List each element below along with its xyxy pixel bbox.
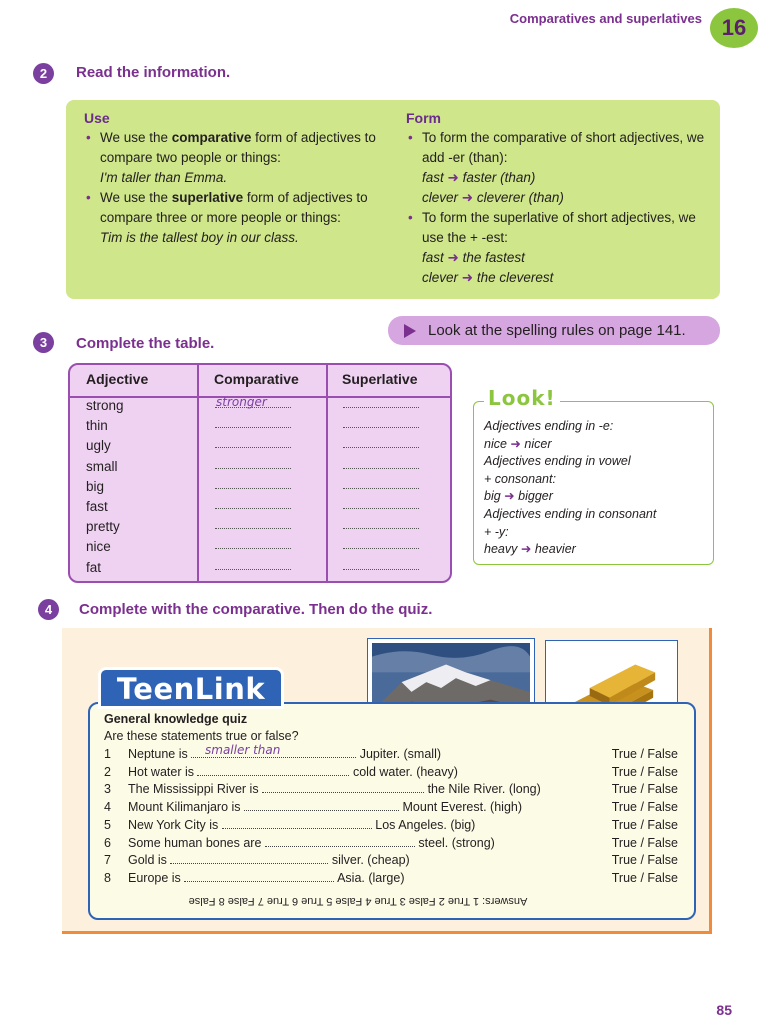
quiz-item-text: Gold is silver. (cheap) bbox=[128, 853, 410, 868]
adjective-cell: big bbox=[86, 478, 105, 494]
adjective-cell: thin bbox=[86, 418, 108, 434]
look-line: Adjectives ending in consonant bbox=[484, 506, 657, 521]
table-row bbox=[70, 418, 450, 438]
look-line: Adjectives ending in -e: bbox=[484, 419, 614, 433]
table-row bbox=[70, 539, 450, 559]
table-row bbox=[70, 519, 450, 539]
adjective-cell: fast bbox=[86, 499, 108, 514]
exercise-3-number: 3 bbox=[33, 332, 54, 353]
quiz-heading: General knowledge quiz bbox=[104, 712, 248, 726]
look-line: + -y: bbox=[484, 524, 509, 539]
answer-blank[interactable] bbox=[197, 766, 349, 776]
adjective-cell: strong bbox=[86, 398, 124, 413]
example-answer-smaller-than: smaller than bbox=[205, 743, 281, 757]
adjective-cell: pretty bbox=[86, 519, 120, 535]
table-row bbox=[70, 560, 450, 580]
true-false-choice[interactable]: True / False bbox=[611, 853, 678, 868]
exercise-4-number: 4 bbox=[38, 599, 59, 620]
table-row bbox=[70, 499, 450, 519]
teenlink-logo: TeenLink bbox=[98, 667, 284, 709]
arrow-icon: ➜ bbox=[504, 489, 515, 504]
look-box bbox=[473, 386, 714, 565]
adjective-table bbox=[68, 363, 452, 583]
true-false-choice[interactable]: True / False bbox=[611, 835, 678, 850]
table-row bbox=[70, 438, 450, 458]
exercise-4-title: Complete with the comparative. Then do the quiz. bbox=[79, 601, 433, 618]
upside-down-answers: Answers: 1 True 2 False 3 True 4 False 5 True 6 True 7 False 8 False bbox=[188, 895, 528, 907]
quiz-item bbox=[104, 818, 684, 835]
exercise-3-title: Complete the table. bbox=[76, 335, 215, 352]
superlative-blank[interactable] bbox=[343, 407, 419, 408]
form-column bbox=[406, 108, 716, 288]
look-line: nice ➜ nicer bbox=[484, 436, 552, 451]
quiz-item-number: 1 bbox=[104, 747, 111, 761]
header-superlative: Superlative bbox=[342, 371, 418, 387]
comparative-blank[interactable] bbox=[215, 548, 291, 549]
arrow-icon: ➜ bbox=[520, 542, 532, 557]
true-false-choice[interactable]: True / False bbox=[611, 817, 678, 832]
adjective-cell: nice bbox=[86, 539, 111, 555]
table-row bbox=[70, 459, 450, 479]
true-false-choice[interactable]: True / False bbox=[611, 782, 678, 797]
form-example-fast-superlative: fast ➜ the fastest bbox=[422, 250, 525, 265]
arrow-icon: ➜ bbox=[510, 436, 521, 451]
quiz-item-text: Mount Kilimanjaro is Mount Everest. (high) bbox=[128, 800, 523, 815]
look-line: Adjectives ending in vowel bbox=[484, 454, 631, 469]
superlative-blank[interactable] bbox=[343, 427, 419, 428]
superlative-blank[interactable] bbox=[343, 569, 419, 570]
exercise-2-number: 2 bbox=[33, 63, 54, 84]
superlative-blank[interactable] bbox=[343, 508, 419, 509]
arrow-icon: ➜ bbox=[447, 170, 459, 185]
look-line: heavy ➜ heavier bbox=[484, 542, 576, 557]
form-example-fast-comparative: fast ➜ faster (than) bbox=[422, 170, 536, 185]
answer-blank[interactable] bbox=[265, 837, 415, 847]
look-line: big ➜ bigger bbox=[484, 489, 553, 504]
quiz-item bbox=[104, 871, 684, 888]
quiz-item bbox=[104, 765, 684, 782]
answer-blank[interactable] bbox=[184, 872, 334, 882]
superlative-blank[interactable] bbox=[343, 488, 419, 489]
quiz-item-number: 8 bbox=[104, 870, 111, 885]
use-bullet-superlative: • We use the superlative form of adjectives to compare three or more people or things: bbox=[84, 188, 394, 228]
look-line: + consonant: bbox=[484, 471, 556, 486]
superlative-blank[interactable] bbox=[343, 447, 419, 448]
quiz-item bbox=[104, 747, 684, 764]
comparative-blank[interactable] bbox=[215, 508, 291, 509]
comparative-blank[interactable] bbox=[215, 427, 291, 428]
answer-blank[interactable] bbox=[262, 783, 424, 793]
quiz-item-number: 7 bbox=[104, 853, 111, 868]
exercise-2-title: Read the information. bbox=[76, 64, 231, 81]
quiz-item bbox=[104, 782, 684, 799]
quiz-subheading: Are these statements true or false? bbox=[104, 729, 299, 743]
adjective-cell: ugly bbox=[86, 438, 111, 454]
form-bullet-comparative: • To form the comparative of short adjectives, we add -er (than): bbox=[406, 128, 716, 168]
adjective-cell: fat bbox=[86, 559, 102, 575]
spelling-rules-note: Look at the spelling rules on page 141. bbox=[388, 316, 720, 345]
superlative-blank[interactable] bbox=[343, 468, 419, 469]
table-row bbox=[70, 479, 450, 499]
true-false-choice[interactable]: True / False bbox=[611, 870, 678, 885]
use-bullet-comparative: • We use the comparative form of adjectives to compare two people or things: bbox=[84, 128, 394, 168]
quiz-item-text: Europe is Asia. (large) bbox=[128, 870, 405, 885]
use-column bbox=[84, 108, 394, 248]
header-comparative: Comparative bbox=[214, 371, 299, 387]
header-adjective: Adjective bbox=[86, 371, 149, 387]
adjective-cell: small bbox=[86, 458, 118, 474]
grammar-info-box bbox=[66, 100, 720, 299]
form-example-clever-comparative: clever ➜ cleverer (than) bbox=[422, 190, 564, 205]
quiz-item-number: 4 bbox=[104, 800, 111, 815]
unit-number-badge: 16 bbox=[710, 8, 758, 48]
quiz-item-number: 5 bbox=[104, 817, 111, 832]
true-false-choice[interactable]: True / False bbox=[611, 764, 678, 779]
quiz-item-text: Neptune is Jupiter. (small) bbox=[128, 747, 442, 761]
comparative-blank[interactable] bbox=[215, 447, 291, 448]
answer-blank[interactable] bbox=[222, 819, 372, 829]
answer-blank[interactable] bbox=[244, 801, 399, 811]
arrow-icon: ➜ bbox=[461, 190, 474, 205]
chapter-title: Comparatives and superlatives bbox=[509, 11, 702, 26]
quiz-item bbox=[104, 853, 684, 870]
form-heading: Form bbox=[406, 110, 441, 126]
use-heading: Use bbox=[84, 110, 110, 126]
true-false-choice[interactable]: True / False bbox=[611, 747, 678, 761]
superlative-blank[interactable] bbox=[343, 528, 419, 529]
play-triangle-icon bbox=[404, 324, 416, 338]
use-example-comparative: I'm taller than Emma. bbox=[100, 170, 228, 185]
superlative-blank[interactable] bbox=[343, 548, 419, 549]
page-number: 85 bbox=[716, 1002, 732, 1018]
comparative-blank[interactable] bbox=[215, 488, 291, 489]
quiz-item-text: The Mississippi River is the Nile River. (long) bbox=[128, 782, 541, 797]
quiz-item-number: 3 bbox=[104, 782, 111, 797]
quiz-item-text: Some human bones are steel. (strong) bbox=[128, 835, 495, 850]
form-example-clever-superlative: clever ➜ the cleverest bbox=[422, 270, 554, 285]
true-false-choice[interactable]: True / False bbox=[611, 800, 678, 815]
use-example-superlative: Tim is the tallest boy in our class. bbox=[100, 230, 299, 245]
comparative-blank[interactable] bbox=[215, 569, 291, 570]
quiz-item-text: Hot water is cold water. (heavy) bbox=[128, 764, 458, 779]
arrow-icon: ➜ bbox=[461, 270, 474, 285]
comparative-blank[interactable] bbox=[215, 468, 291, 469]
arrow-icon: ➜ bbox=[447, 250, 459, 265]
comparative-blank[interactable] bbox=[215, 528, 291, 529]
quiz-item-number: 6 bbox=[104, 835, 111, 850]
quiz-item bbox=[104, 800, 684, 817]
look-title: Look! bbox=[484, 390, 560, 408]
answer-blank[interactable] bbox=[170, 854, 328, 864]
quiz-item-number: 2 bbox=[104, 764, 111, 779]
example-answer-stronger: stronger bbox=[216, 395, 267, 409]
quiz-item-text: New York City is Los Angeles. (big) bbox=[128, 817, 476, 832]
form-bullet-superlative: • To form the superlative of short adjectives, we use the + -est: bbox=[406, 208, 716, 248]
quiz-item bbox=[104, 836, 684, 853]
